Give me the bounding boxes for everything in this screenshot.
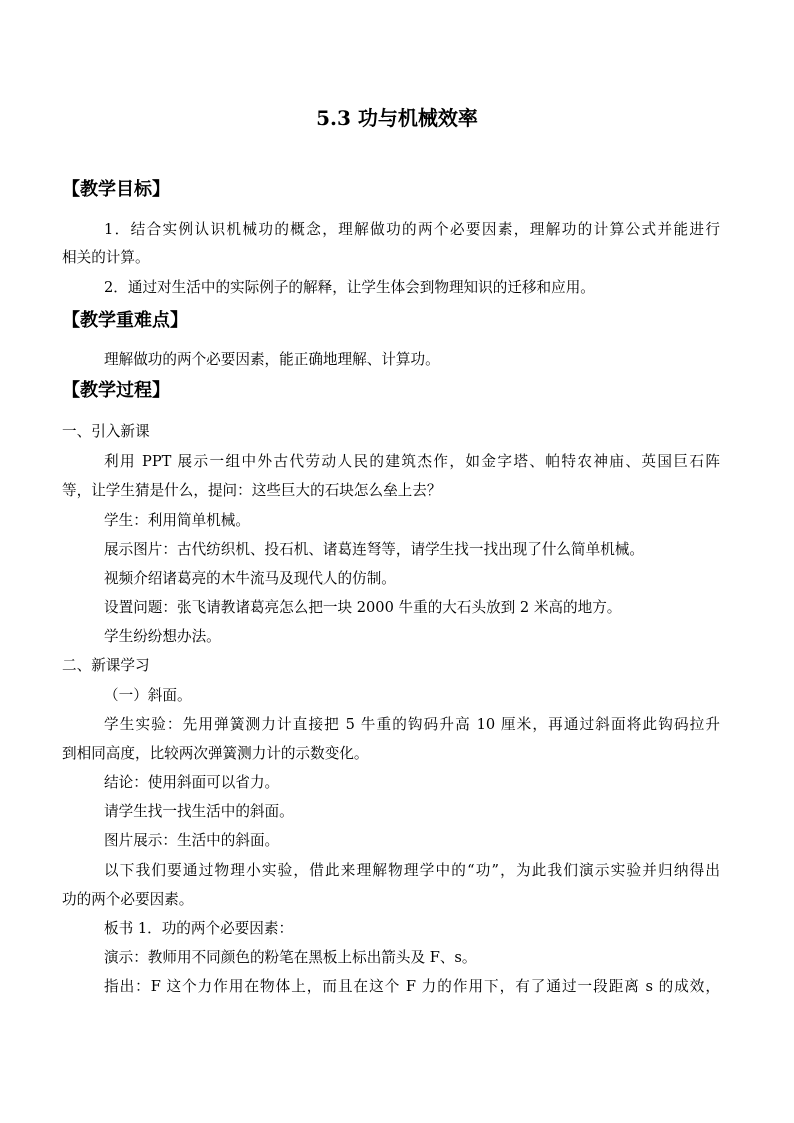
paragraph-line: 展示图片：古代纺织机、投石机、诸葛连弩等，请学生找一找出现了什么简单机械。 — [104, 541, 644, 558]
paragraph-line: 到相同高度，比较两次弹簧测力计的示数变化。 — [62, 745, 369, 762]
paragraph-line: 视频介绍诸葛亮的木牛流马及现代人的仿制。 — [104, 570, 396, 587]
paragraph-line: 利用 PPT 展示一组中外古代劳动人民的建筑杰作，如金字塔、帕特农神庙、英国巨石阵 — [104, 453, 720, 470]
heading-objectives: 【教学目标】 — [62, 179, 170, 200]
paragraph-line: 等，让学生猜是什么，提问：这些巨大的石块怎么垒上去？ — [62, 482, 442, 499]
paragraph-line: 相关的计算。 — [62, 249, 150, 266]
paragraph-line: 结论：使用斜面可以省力。 — [104, 774, 280, 791]
paragraph-line: 指出：F 这个力作用在物体上，而且在这个 F 力的作用下，有了通过一段距离 s 的成效， — [104, 978, 720, 995]
subsection-heading: （一）斜面。 — [104, 687, 192, 704]
paragraph-line: 理解做功的两个必要因素，能正确地理解、计算功。 — [104, 351, 440, 368]
paragraph-line: 图片展示：生活中的斜面。 — [104, 832, 280, 849]
paragraph-line: 1．结合实例认识机械功的概念，理解做功的两个必要因素，理解功的计算公式并能进行 — [104, 221, 720, 238]
document-title: 5.3 功与机械效率 — [316, 106, 478, 130]
section-heading: 一、引入新课 — [62, 423, 150, 440]
paragraph-line: 学生纷纷想办法。 — [104, 628, 221, 645]
paragraph-line: 功的两个必要因素。 — [62, 891, 194, 908]
paragraph-line: 2．通过对生活中的实际例子的解释，让学生体会到物理知识的迁移和应用。 — [104, 279, 595, 296]
paragraph-line: 板书 1．功的两个必要因素： — [104, 920, 294, 937]
paragraph-line: 学生实验：先用弹簧测力计直接把 5 牛重的钩码升高 10 厘米，再通过斜面将此钩码拉升 — [104, 716, 720, 733]
heading-key-points: 【教学重难点】 — [62, 310, 188, 331]
section-heading: 二、新课学习 — [62, 657, 150, 674]
paragraph-line: 设置问题：张飞请教诸葛亮怎么把一块 2000 牛重的大石头放到 2 米高的地方。 — [104, 599, 622, 616]
paragraph-line: 演示：教师用不同颜色的粉笔在黑板上标出箭头及 F、s。 — [104, 949, 477, 966]
paragraph-line: 请学生找一找生活中的斜面。 — [104, 803, 294, 820]
heading-process: 【教学过程】 — [62, 380, 170, 401]
paragraph-line: 学生：利用简单机械。 — [104, 512, 250, 529]
paragraph-line: 以下我们要通过物理小实验，借此来理解物理学中的“功”，为此我们演示实验并归纳得出 — [104, 862, 720, 879]
